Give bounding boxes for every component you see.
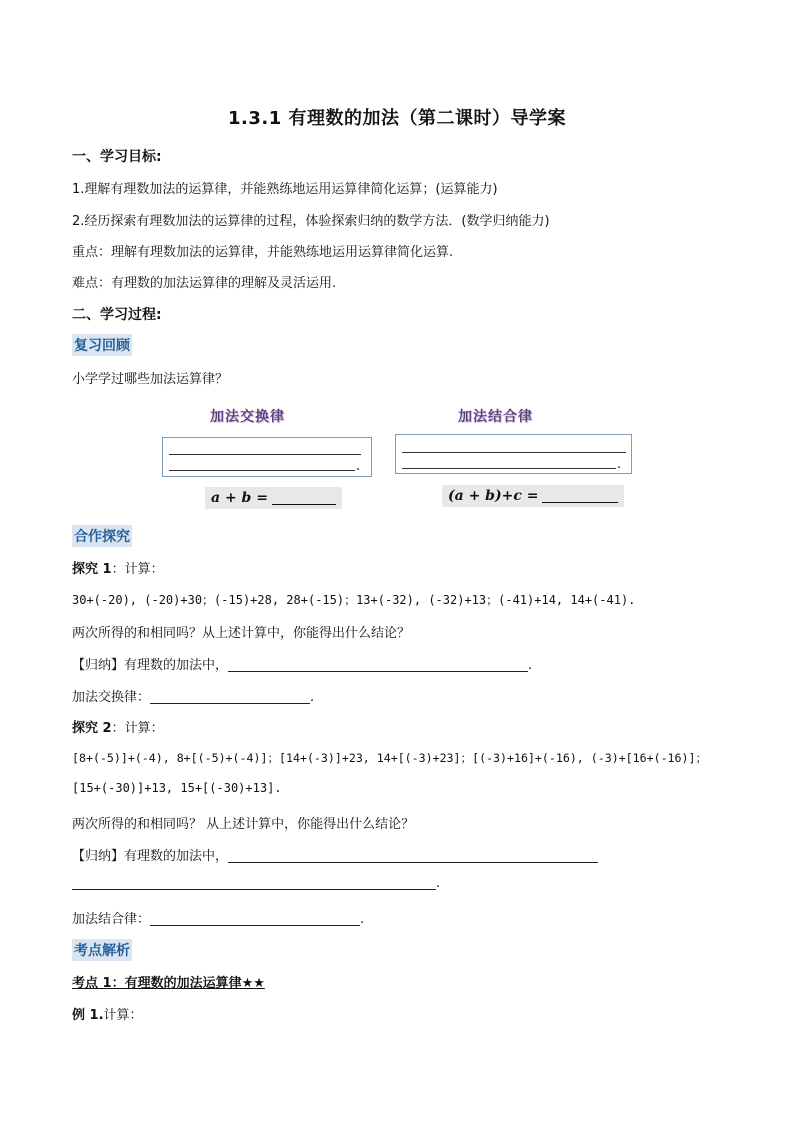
explore1-label: 探究 1 [72,562,112,577]
period: . [310,690,315,705]
explore-tag: 合作探究 [72,525,132,547]
period: . [617,457,622,472]
summary2 [72,845,598,864]
answer-line [402,452,626,453]
explore2-expressions-line1: [8+(-5)]+(-4), 8+[(-5)+(-4)]；[14+(-3)]+23, 14+[(-3)+23]；[(-3)+16]+(-16), (-3)+[16+(-16)]； [72,751,708,765]
associative-blank[interactable] [150,912,360,926]
commutative-blank[interactable] [150,690,310,704]
key-point: 重点：理解有理数加法的运算律，并能熟练地运用运算律简化运算. [72,245,454,260]
section-heading-process: 二、学习过程: [72,307,162,323]
difficulty-point: 难点：有理数的加法运算律的理解及灵活运用. [72,276,337,291]
period: . [356,459,361,474]
goal-item-1: 1.理解有理数加法的运算律，并能熟练地运用运算律简化运算；(运算能力) [72,182,498,197]
goal-item-2: 2.经历探索有理数加法的运算律的过程，体验探索归纳的数学方法．(数学归纳能力) [72,214,550,229]
explore2-question: 两次所得的和相同吗？ 从上述计算中，你能得出什么结论？ [72,817,415,832]
summary2-blank-2[interactable] [72,876,436,890]
associative-law-title: 加法结合律 [458,409,533,425]
explore2-suffix: ：计算： [111,721,164,736]
explore1-suffix: ：计算： [111,562,164,577]
associative-formula [442,485,624,507]
commutative-formula [205,487,342,509]
summary2-blank[interactable] [228,849,598,863]
period: . [436,876,441,891]
review-question: 小学学过哪些加法运算律？ [72,372,229,387]
example1-text: 计算： [103,1008,143,1023]
summary2-continuation [72,876,440,891]
summary-tag: 【归纳】 [72,849,125,864]
associative-answer-box[interactable] [395,434,632,474]
formula-blank[interactable] [542,488,618,503]
summary-tag: 【归纳】 [72,658,125,673]
commutative-label: 加法交换律： [72,690,151,705]
associative-label: 加法结合律： [72,912,151,927]
answer-line [169,470,355,471]
review-tag: 复习回顾 [72,334,132,356]
formula-blank[interactable] [272,490,336,505]
example1 [72,1004,143,1023]
formula-text: (a + b)+c = [448,488,539,504]
explore1-expressions: 30+(-20), (-20)+30；(-15)+28, 28+(-15)；13+(-32), (-32)+13；(-41)+14, 14+(-41). [72,593,636,607]
explore2-label: 探究 2 [72,721,112,736]
commutative-answer-box[interactable] [162,437,372,477]
summary1 [72,654,532,673]
commutative-law-title: 加法交换律 [210,409,285,425]
answer-line [402,468,616,469]
period: . [528,658,533,673]
commutative-line [72,686,314,705]
associative-line [72,908,364,927]
key-point-1: 考点 1：有理数的加法运算律★★ [72,976,265,991]
page-title: 1.3.1 有理数的加法（第二课时）导学案 [227,108,566,129]
explore2-expressions-line2: [15+(-30)]+13, 15+[(-30)+13]. [72,781,282,795]
example1-label: 例 1. [72,1008,104,1023]
summary1-blank[interactable] [228,658,528,672]
explore2-heading [72,717,164,736]
summary1-text: 有理数的加法中， [124,658,229,673]
section-heading-goals: 一、学习目标: [72,149,162,165]
period: . [360,912,365,927]
analysis-tag: 考点解析 [72,939,132,961]
explore1-question: 两次所得的和相同吗？从上述计算中，你能得出什么结论？ [72,626,411,641]
explore1-heading [72,558,164,577]
formula-text: a + b = [211,490,268,506]
summary2-text: 有理数的加法中， [124,849,229,864]
answer-line [169,454,361,455]
